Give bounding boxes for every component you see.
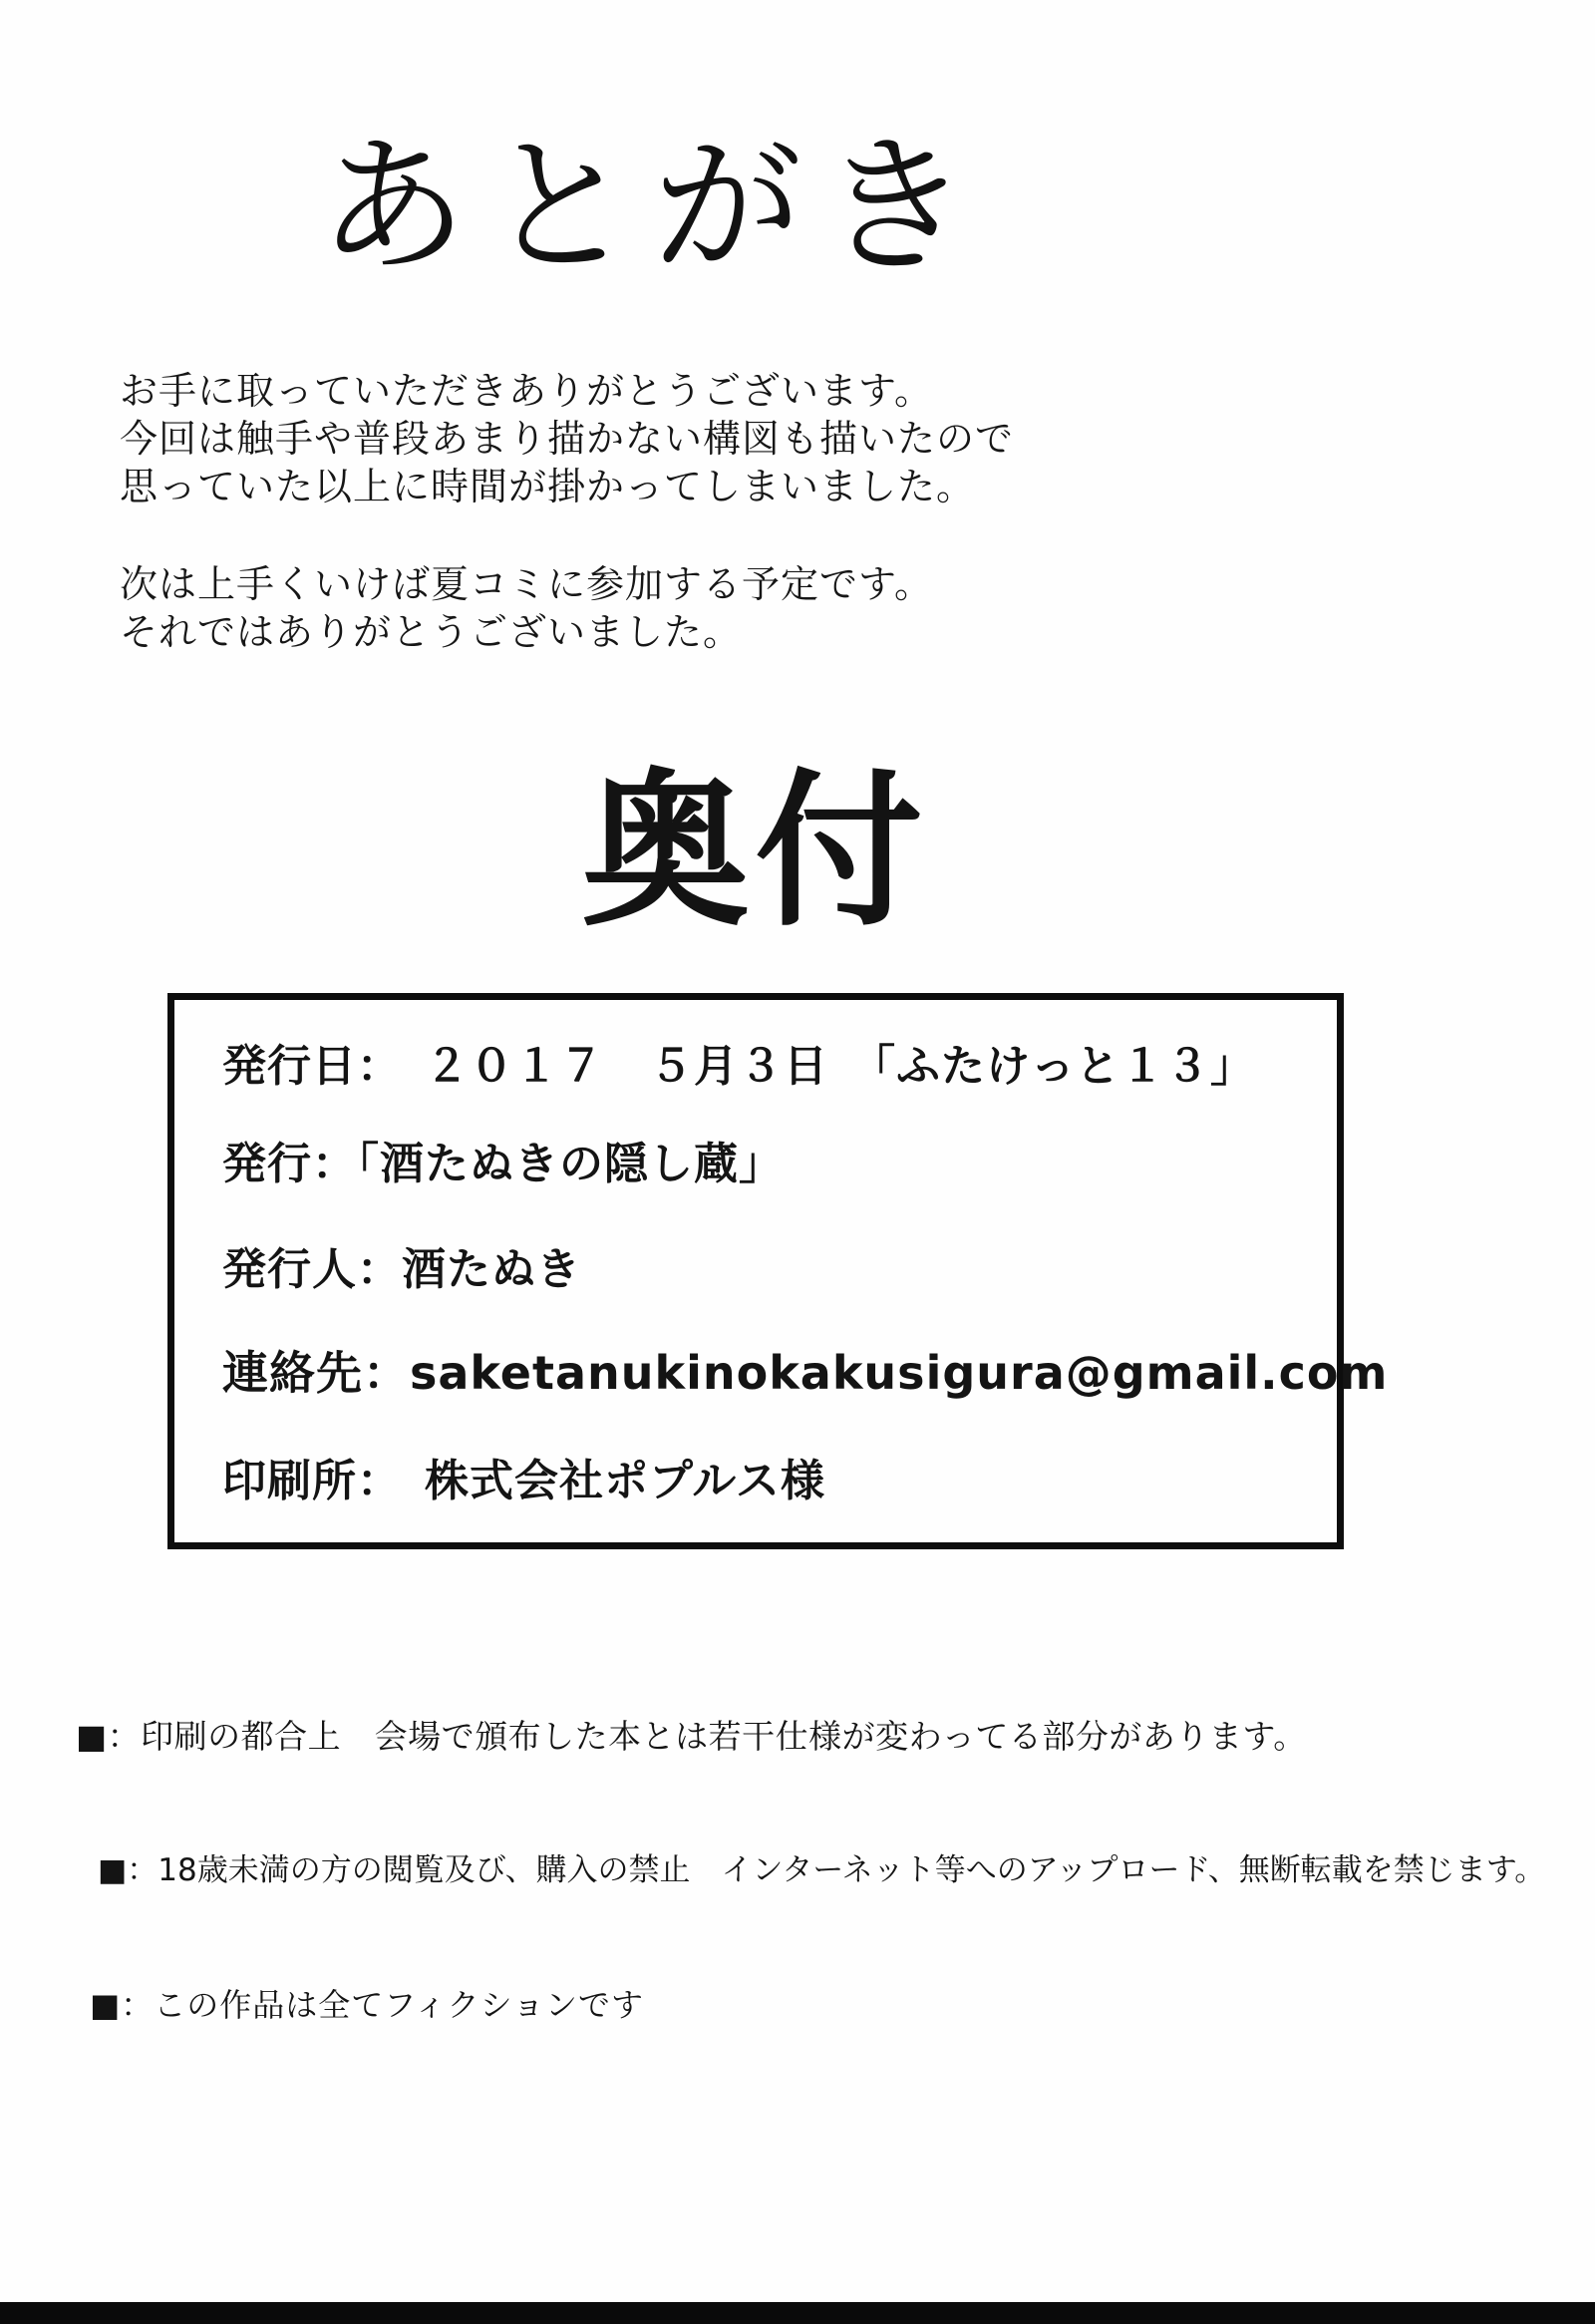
afterword-title: あとがき bbox=[317, 121, 988, 294]
paragraph-line: それではありがとうございました。 bbox=[120, 610, 743, 654]
disclaimer-fiction: ■：この作品は全てフィクションです bbox=[90, 1986, 645, 2024]
paragraph-line: 次は上手くいけば夏コミに参加する予定です。 bbox=[120, 562, 933, 606]
paragraph-line: 思っていた以上に時間が掛かってしまいました。 bbox=[120, 465, 976, 508]
paragraph-line: お手に取っていただきありがとうございます。 bbox=[120, 369, 933, 413]
colophon-title: 奥付 bbox=[581, 754, 929, 949]
afterword-paragraph-1 bbox=[120, 367, 1014, 510]
colophon-publisher-person: 発行人：酒たぬき bbox=[222, 1244, 581, 1295]
disclaimer-age-restriction: ■：18歳未満の方の閲覧及び、購入の禁止 インターネット等へのアップロード、無断転載を禁じます。 bbox=[98, 1852, 1546, 1888]
paragraph-line: 今回は触手や普段あまり描かない構図も描いたので bbox=[120, 417, 1015, 461]
disclaimer-print-differences: ■：印刷の都合上 会場で頒布した本とは若干仕様が変わってる部分があります。 bbox=[76, 1717, 1307, 1756]
colophon-box bbox=[167, 993, 1389, 1549]
colophon-publisher-circle: 発行：「酒たぬきの隠し蔵」 bbox=[222, 1139, 784, 1189]
colophon-printer: 印刷所： 株式会社ポプルス様 bbox=[222, 1456, 825, 1506]
colophon-publish-date: 発行日： ２０１７ ５月３日 「ふたけっと１３」 bbox=[222, 1041, 1255, 1092]
colophon-contact-email: 連絡先：saketanukinokakusigura@gmail.com bbox=[222, 1346, 1389, 1400]
afterword-paragraph-2 bbox=[120, 560, 933, 656]
scan-edge-bar bbox=[0, 2302, 1595, 2324]
